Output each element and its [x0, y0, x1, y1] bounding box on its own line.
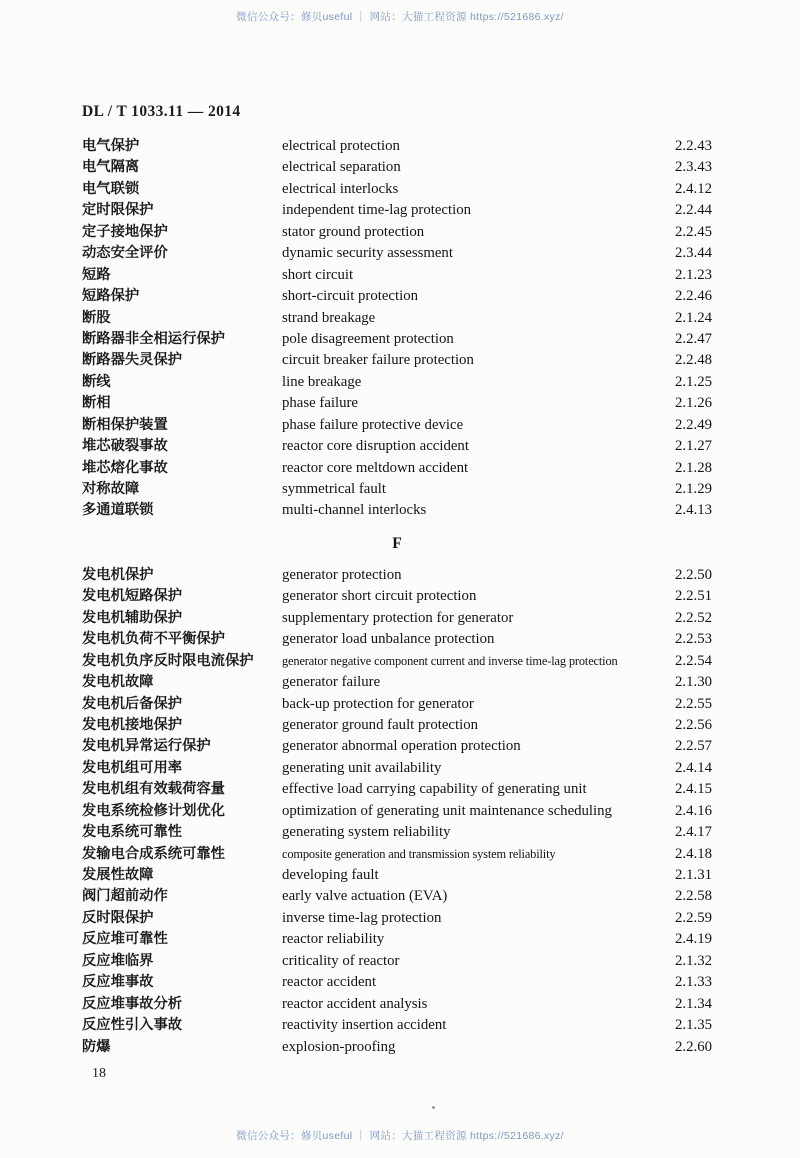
term-row — [82, 908, 712, 929]
term-chinese: 反应堆可靠性 — [82, 931, 168, 948]
term-row — [82, 286, 712, 307]
term-clause-number: 2.4.15 — [675, 781, 712, 798]
term-chinese: 反应堆临界 — [82, 952, 154, 969]
term-chinese: 断股 — [82, 309, 111, 326]
term-list — [82, 136, 712, 1058]
term-row — [82, 222, 712, 243]
term-english: explosion-proofing — [282, 1038, 396, 1055]
term-row — [82, 801, 712, 822]
term-english: criticality of reactor — [282, 952, 400, 969]
term-chinese: 断相 — [82, 395, 111, 412]
term-clause-number: 2.2.47 — [675, 330, 712, 347]
term-clause-number: 2.1.29 — [675, 481, 712, 497]
term-chinese: 防爆 — [82, 1038, 111, 1055]
term-chinese: 堆芯破裂事故 — [82, 438, 168, 455]
term-english: reactor core meltdown accident — [282, 459, 469, 476]
term-clause-number: 2.1.35 — [675, 1017, 712, 1034]
term-clause-number: 2.4.13 — [675, 502, 712, 519]
term-row — [82, 651, 712, 672]
term-chinese: 发电机辅助保护 — [82, 609, 183, 626]
term-clause-number: 2.2.46 — [675, 288, 712, 305]
term-row — [82, 865, 712, 886]
term-english: reactivity insertion accident — [282, 1017, 447, 1034]
term-english: generator short circuit protection — [282, 588, 477, 605]
term-row — [82, 308, 712, 329]
term-row — [82, 372, 712, 393]
term-english: generator abnormal operation protection — [282, 738, 521, 755]
term-chinese: 断相保护装置 — [82, 416, 168, 433]
term-chinese: 发电机组可用率 — [82, 759, 183, 776]
term-clause-number: 2.2.60 — [675, 1038, 712, 1055]
term-english: optimization of generating unit maintenance scheduling — [282, 802, 612, 819]
term-chinese: 电气联锁 — [82, 180, 140, 197]
term-row — [82, 136, 712, 157]
term-row — [82, 329, 712, 350]
term-clause-number: 2.4.14 — [675, 759, 712, 776]
term-english: inverse time-lag protection — [282, 909, 442, 926]
term-clause-number: 2.3.44 — [675, 245, 712, 262]
scan-artifact-dot — [432, 1106, 435, 1109]
term-row — [82, 200, 712, 221]
term-clause-number: 2.2.45 — [675, 223, 712, 240]
term-row — [82, 265, 712, 286]
term-clause-number: 2.2.59 — [675, 909, 712, 926]
term-clause-number: 2.4.18 — [675, 845, 712, 862]
term-clause-number: 2.1.30 — [675, 674, 712, 691]
term-english: strand breakage — [282, 309, 376, 326]
term-english: generator protection — [282, 566, 402, 583]
term-chinese: 发输电合成系统可靠性 — [82, 845, 225, 862]
term-english: effective load carrying capability of generating unit — [282, 781, 587, 798]
term-english: electrical interlocks — [282, 180, 399, 197]
term-row — [82, 608, 712, 629]
section-letter: F — [392, 534, 402, 552]
term-row — [82, 179, 712, 200]
term-english: line breakage — [282, 373, 362, 390]
term-chinese: 短路 — [82, 266, 111, 283]
term-row — [82, 736, 712, 757]
term-english: short circuit — [282, 266, 354, 283]
term-clause-number: 2.2.51 — [675, 588, 712, 605]
term-row — [82, 886, 712, 907]
term-chinese: 发电机故障 — [82, 674, 154, 691]
term-clause-number: 2.1.31 — [675, 867, 712, 883]
term-chinese: 短路保护 — [82, 288, 140, 305]
term-chinese: 发电机后备保护 — [82, 695, 183, 712]
term-row — [82, 1037, 712, 1058]
term-clause-number: 2.2.43 — [675, 138, 712, 154]
term-english: generator failure — [282, 674, 381, 691]
term-english: stator ground protection — [282, 223, 425, 240]
term-clause-number: 2.2.58 — [675, 888, 712, 905]
term-clause-number: 2.3.43 — [675, 159, 712, 176]
term-english: generator negative component current and inverse time-lag protection — [282, 653, 618, 668]
term-chinese: 发电机负序反时限电流保护 — [82, 652, 254, 669]
term-row — [82, 500, 712, 521]
term-chinese: 发电系统检修计划优化 — [82, 802, 225, 819]
term-chinese: 发电机负荷不平衡保护 — [82, 631, 225, 648]
term-english: phase failure protective device — [282, 416, 464, 433]
term-row — [82, 758, 712, 779]
term-english: generator ground fault protection — [282, 716, 478, 733]
term-english: reactor reliability — [282, 931, 385, 948]
term-chinese: 发电机保护 — [82, 566, 154, 583]
term-clause-number: 2.2.52 — [675, 609, 712, 626]
term-chinese: 发展性故障 — [82, 867, 154, 883]
term-clause-number: 2.2.56 — [675, 716, 712, 733]
term-chinese: 动态安全评价 — [82, 245, 168, 262]
term-clause-number: 2.1.33 — [675, 974, 712, 991]
term-row — [82, 415, 712, 436]
term-row — [82, 479, 712, 500]
term-chinese: 断线 — [82, 373, 111, 390]
term-row — [82, 436, 712, 457]
term-chinese: 定时限保护 — [82, 202, 154, 219]
term-chinese: 发电机异常运行保护 — [82, 738, 211, 755]
term-english: reactor accident analysis — [282, 995, 428, 1012]
term-chinese: 定子接地保护 — [82, 223, 168, 240]
term-english: generating system reliability — [282, 824, 451, 841]
term-row — [82, 951, 712, 972]
term-chinese: 发电系统可靠性 — [82, 824, 183, 841]
term-english: supplementary protection for generator — [282, 609, 514, 626]
term-english: dynamic security assessment — [282, 245, 453, 262]
term-chinese: 电气隔离 — [82, 159, 140, 176]
term-row — [82, 715, 712, 736]
term-row — [82, 994, 712, 1015]
term-english: composite generation and transmission system reliability — [282, 846, 556, 861]
term-english: developing fault — [282, 867, 379, 883]
term-clause-number: 2.2.57 — [675, 738, 712, 755]
term-clause-number: 2.4.19 — [675, 931, 712, 948]
term-english: electrical protection — [282, 138, 400, 154]
term-english: short-circuit protection — [282, 288, 419, 305]
term-english: pole disagreement protection — [282, 330, 454, 347]
term-chinese: 反应性引入事故 — [82, 1017, 183, 1034]
term-chinese: 堆芯熔化事故 — [82, 459, 168, 476]
term-row — [82, 972, 712, 993]
term-clause-number: 2.1.26 — [675, 395, 712, 412]
term-english: early valve actuation (EVA) — [282, 888, 448, 905]
term-clause-number: 2.4.12 — [675, 180, 712, 197]
term-row — [82, 672, 712, 693]
term-clause-number: 2.1.28 — [675, 459, 712, 476]
term-chinese: 发电机接地保护 — [82, 716, 183, 733]
term-row — [82, 243, 712, 264]
term-row — [82, 629, 712, 650]
term-clause-number: 2.2.54 — [675, 652, 712, 669]
term-english: multi-channel interlocks — [282, 502, 427, 519]
term-chinese: 对称故障 — [82, 481, 140, 497]
term-row — [82, 1015, 712, 1036]
term-row — [82, 779, 712, 800]
term-chinese: 电气保护 — [82, 138, 140, 154]
term-clause-number: 2.4.16 — [675, 802, 712, 819]
term-clause-number: 2.2.49 — [675, 416, 712, 433]
term-chinese: 反时限保护 — [82, 909, 154, 926]
term-clause-number: 2.1.32 — [675, 952, 712, 969]
term-row — [82, 350, 712, 371]
term-english: phase failure — [282, 395, 359, 412]
term-chinese: 发电机组有效载荷容量 — [82, 781, 225, 798]
term-chinese: 反应堆事故分析 — [82, 995, 183, 1012]
term-clause-number: 2.2.55 — [675, 695, 712, 712]
term-chinese: 反应堆事故 — [82, 974, 154, 991]
term-row — [82, 458, 712, 479]
term-chinese: 断路器非全相运行保护 — [82, 330, 225, 347]
term-clause-number: 2.1.25 — [675, 373, 712, 390]
term-clause-number: 2.2.50 — [675, 566, 712, 583]
term-clause-number: 2.2.53 — [675, 631, 712, 648]
term-clause-number: 2.4.17 — [675, 824, 712, 841]
term-chinese: 发电机短路保护 — [82, 588, 183, 605]
term-row — [82, 844, 712, 865]
term-row — [82, 565, 712, 586]
term-row — [82, 157, 712, 178]
term-english: independent time-lag protection — [282, 202, 472, 219]
watermark-bottom: 微信公众号：修贝useful ｜ 网站：大猫工程资源 https://521686.xyz/ — [236, 1130, 564, 1142]
term-clause-number: 2.1.34 — [675, 995, 712, 1012]
page-number: 18 — [92, 1066, 106, 1081]
doc-number: DL / T 1033.11 — 2014 — [82, 103, 241, 120]
term-english: reactor accident — [282, 974, 377, 991]
term-english: generator load unbalance protection — [282, 631, 495, 648]
term-clause-number: 2.2.48 — [675, 352, 712, 369]
term-chinese: 断路器失灵保护 — [82, 352, 183, 369]
watermark-top: 微信公众号：修贝useful ｜ 网站：大猫工程资源 https://521686.xyz/ — [236, 11, 564, 23]
term-clause-number: 2.1.27 — [675, 438, 712, 455]
term-clause-number: 2.1.23 — [675, 266, 712, 283]
term-row — [82, 393, 712, 414]
term-chinese: 阀门超前动作 — [82, 888, 168, 905]
term-row — [82, 929, 712, 950]
term-clause-number: 2.1.24 — [675, 309, 712, 326]
term-english: circuit breaker failure protection — [282, 352, 474, 369]
term-row — [82, 586, 712, 607]
term-row — [82, 694, 712, 715]
term-english: symmetrical fault — [282, 481, 386, 497]
term-english: generating unit availability — [282, 759, 442, 776]
term-english: electrical separation — [282, 159, 401, 176]
term-chinese: 多通道联锁 — [82, 502, 154, 519]
term-row — [82, 822, 712, 843]
term-clause-number: 2.2.44 — [675, 202, 712, 219]
term-english: back-up protection for generator — [282, 695, 474, 712]
term-english: reactor core disruption accident — [282, 438, 469, 455]
